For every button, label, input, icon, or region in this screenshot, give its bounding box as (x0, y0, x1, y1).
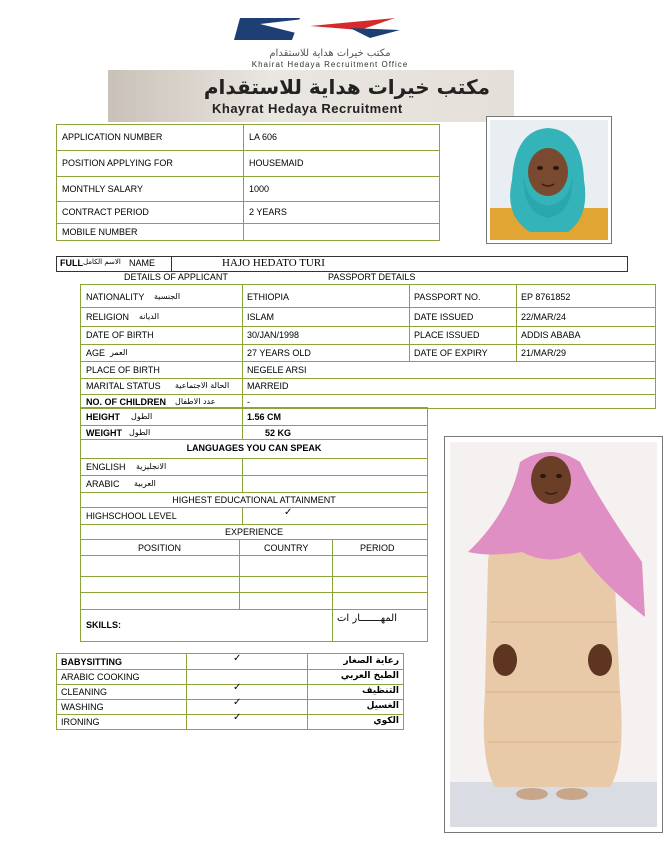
english-ar: الانجليزية (136, 462, 167, 471)
passport-number-value: EP 8761852 (521, 292, 571, 302)
marital-value: MARREID (247, 381, 289, 391)
weight-ar: الطول (129, 428, 151, 437)
nationality-ar: الجنسية (154, 292, 181, 301)
fullname-label-full: FULL (60, 258, 83, 268)
skill-en: CLEANING (61, 687, 108, 697)
salary-label: MONTHLY SALARY (62, 184, 144, 194)
children-ar: عدد الاطفال (175, 397, 216, 406)
skill-check-icon: ✓ (233, 697, 242, 708)
fullname-value: HAJO HEDATO TURI (222, 257, 325, 269)
applicant-headshot-photo (486, 116, 612, 244)
application-table (56, 124, 440, 241)
skill-en: WASHING (61, 702, 104, 712)
marital-label: MARITAL STATUS (86, 381, 161, 391)
banner-arabic-text: مكتب خيرات هداية للاستقدام (203, 75, 490, 99)
skill-en: ARABIC COOKING (61, 672, 140, 682)
contract-label: CONTRACT PERIOD (62, 207, 149, 217)
pob-value: NEGELE ARSI (247, 365, 307, 375)
skill-check-icon: ✓ (233, 682, 242, 693)
english-label: ENGLISH (86, 462, 126, 472)
fullname-label-name: NAME (129, 258, 156, 268)
salary-value: 1000 (249, 184, 270, 194)
skill-en: IRONING (61, 717, 100, 727)
education-check-icon: ✓ (284, 507, 293, 518)
religion-label: RELIGION (86, 312, 130, 322)
fullname-label-arabic: الاسم الكامل (83, 258, 121, 266)
skills-table (56, 653, 404, 730)
position-label: POSITION APPLYING FOR (62, 158, 173, 168)
skill-en: BABYSITTING (61, 657, 123, 667)
religion-value: ISLAM (247, 312, 275, 322)
age-ar: العمر (110, 348, 128, 357)
dob-value: 30/JAN/1998 (247, 330, 300, 340)
experience-col-country: COUNTRY (264, 543, 309, 553)
company-logo (200, 10, 460, 68)
skill-ar: رعاية الصغار (343, 656, 399, 666)
contract-value: 2 YEARS (249, 207, 287, 217)
age-value: 27 YEARS OLD (247, 348, 311, 358)
height-ar: الطول (131, 412, 153, 421)
logo-english-text: Khairat Hedaya Recruitment Office (251, 60, 409, 69)
nationality-value: ETHIOPIA (247, 292, 290, 302)
passport-heading: PASSPORT DETAILS (328, 272, 416, 282)
arabic-ar: العربية (134, 479, 156, 488)
pob-label: PLACE OF BIRTH (86, 365, 160, 375)
banner-english-text: Khayrat Hedaya Recruitment (212, 101, 403, 116)
education-level: HIGHSCHOOL LEVEL (86, 511, 177, 521)
skills-label: SKILLS: (86, 620, 121, 630)
date-issued-label: DATE ISSUED (414, 312, 474, 322)
skills-ar-label: المهـــــــار ات (337, 613, 397, 624)
passport-number-label: PASSPORT NO. (414, 292, 481, 302)
date-issued-value: 22/MAR/24 (521, 312, 567, 322)
mobile-label: MOBILE NUMBER (62, 227, 138, 237)
logo-mark-icon (200, 10, 460, 50)
weight-label: WEIGHT (86, 428, 122, 438)
fullname-row (56, 256, 628, 272)
skill-ar: التنظيف (362, 686, 399, 696)
place-issued-value: ADDIS ABABA (521, 330, 581, 340)
application-number-value: LA 606 (249, 132, 278, 142)
languages-heading: LANGUAGES YOU CAN SPEAK (186, 443, 322, 453)
weight-value: 52 KG (265, 428, 292, 438)
banner (108, 70, 514, 122)
details-heading: DETAILS OF APPLICANT (124, 272, 228, 282)
skill-check-icon: ✓ (233, 712, 242, 723)
details-table (80, 284, 656, 409)
skill-ar: الطبخ العربي (340, 671, 399, 681)
skill-check-icon: ✓ (233, 653, 242, 664)
place-issued-label: PLACE ISSUED (414, 330, 480, 340)
skill-ar: الكوي (373, 716, 399, 726)
experience-col-period: PERIOD (360, 543, 395, 553)
position-value: HOUSEMAID (249, 158, 304, 168)
height-label: HEIGHT (86, 412, 121, 422)
arabic-label: ARABIC (86, 479, 120, 489)
height-value: 1.56 CM (247, 412, 282, 422)
marital-ar: الحالة الاجتماعية (175, 381, 230, 390)
experience-heading: EXPERIENCE (224, 527, 284, 537)
children-value: - (247, 397, 250, 407)
children-label: NO. OF CHILDREN (86, 397, 166, 407)
religion-ar: الديانه (139, 312, 160, 321)
application-number-label: APPLICATION NUMBER (62, 132, 163, 142)
applicant-lower-table (80, 407, 428, 642)
applicant-fullbody-photo (444, 436, 663, 833)
dob-label: DATE OF BIRTH (86, 330, 154, 340)
logo-arabic-text: مكتب خيرات هداية للاستقدام (269, 48, 391, 59)
age-label: AGE (86, 348, 106, 358)
nationality-label: NATIONALITY (86, 292, 145, 302)
expiry-value: 21/MAR/29 (521, 348, 567, 358)
expiry-label: DATE OF EXPIRY (414, 348, 488, 358)
education-heading: HIGHEST EDUCATIONAL ATTAINMENT (172, 495, 336, 505)
skill-ar: الغسيل (366, 701, 399, 711)
experience-col-position: POSITION (138, 543, 182, 553)
